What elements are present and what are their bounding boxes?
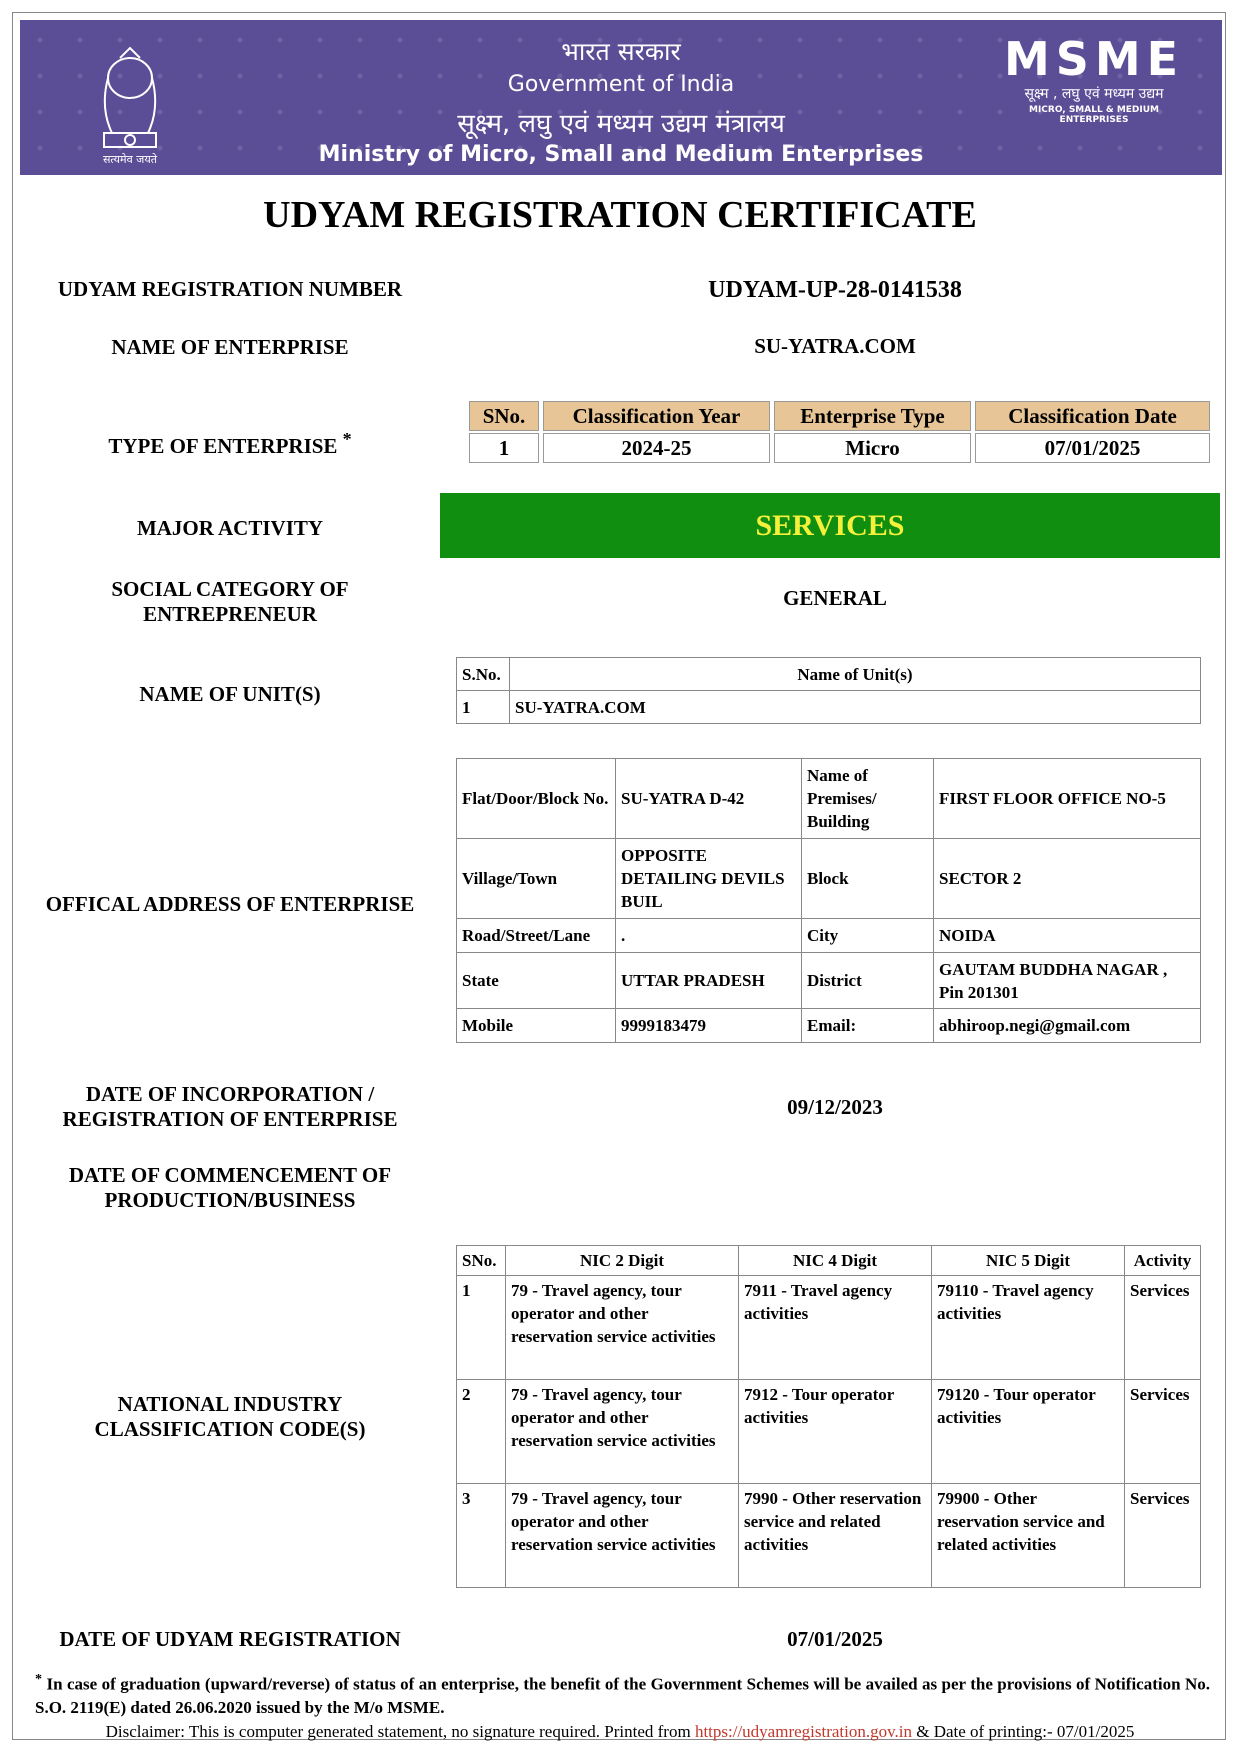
enterprise-name-label: NAME OF ENTERPRISE <box>111 335 349 359</box>
nic-cell-sno: 3 <box>457 1484 506 1588</box>
email-value: abhiroop.negi@gmail.com <box>934 1009 1201 1043</box>
header-class-date: Classification Date <box>975 401 1210 431</box>
msme-logo <box>1004 32 1185 125</box>
type-label <box>30 427 430 459</box>
udyam-date-value: 07/01/2025 <box>787 1627 883 1651</box>
nic-cell-2digit: 79 - Travel agency, tour operator and other reservation service activities <box>506 1380 739 1484</box>
district-value: GAUTAM BUDDHA NAGAR , Pin 201301 <box>934 953 1201 1009</box>
nic-cell-5digit: 79900 - Other reservation service and related activities <box>932 1484 1125 1588</box>
units-row <box>457 691 1201 724</box>
address-table <box>456 758 1201 1043</box>
block-label: Block <box>802 839 934 919</box>
english-ministry: Ministry of Micro, Small and Medium Enterprises <box>318 142 924 167</box>
address-row-village <box>457 839 1201 919</box>
nic-cell-activity: Services <box>1125 1276 1201 1380</box>
units-header-name: Name of Unit(s) <box>510 658 1201 691</box>
flat-label: Flat/Door/Block No. <box>457 759 616 839</box>
incorporation-label <box>30 1082 430 1132</box>
header-class-year: Classification Year <box>543 401 770 431</box>
nic-header-5digit: NIC 5 Digit <box>932 1246 1125 1276</box>
disclaimer-suffix: & Date of printing:- 07/01/2025 <box>916 1722 1135 1741</box>
nic-header-row <box>457 1246 1201 1276</box>
mobile-value: 9999183479 <box>616 1009 802 1043</box>
cell-sno: 1 <box>469 433 539 463</box>
footer-star: * <box>35 1671 43 1687</box>
major-activity-label: MAJOR ACTIVITY <box>136 516 324 540</box>
nic-label <box>30 1392 430 1442</box>
nic-table <box>456 1245 1201 1588</box>
header-sno: SNo. <box>469 401 539 431</box>
english-government: Government of India <box>507 72 735 97</box>
msme-logo-text: MSME <box>1004 32 1185 86</box>
nic-cell-5digit: 79120 - Tour operator activities <box>932 1380 1125 1484</box>
nic-cell-activity: Services <box>1125 1484 1201 1588</box>
enterprise-name-value: SU-YATRA.COM <box>754 334 916 358</box>
nic-header-4digit: NIC 4 Digit <box>739 1246 932 1276</box>
nic-cell-5digit: 79110 - Travel agency activities <box>932 1276 1125 1380</box>
units-label: NAME OF UNIT(S) <box>139 682 321 706</box>
footer-note <box>35 1668 1210 1719</box>
premises-value: FIRST FLOOR OFFICE NO-5 <box>934 759 1201 839</box>
inc-label-line1: DATE OF INCORPORATION / <box>85 1082 375 1106</box>
inc-label-line2: REGISTRATION OF ENTERPRISE <box>62 1107 398 1131</box>
units-table <box>456 657 1201 724</box>
units-cell-name: SU-YATRA.COM <box>510 691 1201 724</box>
nic-header-sno: SNo. <box>457 1246 506 1276</box>
nic-cell-activity: Services <box>1125 1380 1201 1484</box>
classification-row <box>469 433 1210 463</box>
nic-row <box>457 1484 1201 1588</box>
city-label: City <box>802 919 934 953</box>
units-header-sno: S.No. <box>457 658 510 691</box>
address-label: OFFICAL ADDRESS OF ENTERPRISE <box>45 892 415 916</box>
hindi-government: भारत सरकार <box>561 37 681 66</box>
reg-number-value: UDYAM-UP-28-0141538 <box>708 277 962 303</box>
nic-header-2digit: NIC 2 Digit <box>506 1246 739 1276</box>
address-row-road <box>457 919 1201 953</box>
nic-cell-4digit: 7912 - Tour operator activities <box>739 1380 932 1484</box>
comm-label-line1: DATE OF COMMENCEMENT OF <box>68 1163 392 1187</box>
state-label: State <box>457 953 616 1009</box>
udyam-date-label: DATE OF UDYAM REGISTRATION <box>59 1627 401 1651</box>
address-row-mobile <box>457 1009 1201 1043</box>
classification-header-row <box>469 401 1210 431</box>
msme-logo-hindi: सूक्ष्म , लघु एवं मध्यम उद्यम <box>1024 86 1164 102</box>
type-label-star: * <box>342 429 352 449</box>
address-row-state <box>457 953 1201 1009</box>
header-ent-type: Enterprise Type <box>774 401 971 431</box>
disclaimer-prefix: Disclaimer: This is computer generated statement, no signature required. Printed from <box>105 1722 691 1741</box>
flat-value: SU-YATRA D-42 <box>616 759 802 839</box>
village-value: OPPOSITE DETAILING DEVILS BUIL <box>616 839 802 919</box>
road-label: Road/Street/Lane <box>457 919 616 953</box>
nic-row <box>457 1276 1201 1380</box>
nic-cell-sno: 1 <box>457 1276 506 1380</box>
government-banner <box>20 20 1222 175</box>
footer-note-text: In case of graduation (upward/reverse) of status of an enterprise, the benefit of the Government Schemes will be availed as per the provisions of Notification No. S.O. 2119(E) dated 26.06.2020 issued by the M/o MSME. <box>35 1674 1210 1717</box>
state-value: UTTAR PRADESH <box>616 953 802 1009</box>
district-label: District <box>802 953 934 1009</box>
social-label-line1: SOCIAL CATEGORY OF <box>111 577 349 601</box>
city-value: NOIDA <box>934 919 1201 953</box>
nic-cell-4digit: 7990 - Other reservation service and related activities <box>739 1484 932 1588</box>
units-cell-sno: 1 <box>457 691 510 724</box>
premises-label: Name of Premises/ Building <box>802 759 934 839</box>
nic-label-line1: NATIONAL INDUSTRY <box>117 1392 343 1416</box>
msme-logo-english: MICRO, SMALL & MEDIUM ENTERPRISES <box>1028 105 1160 125</box>
nic-cell-2digit: 79 - Travel agency, tour operator and other reservation service activities <box>506 1276 739 1380</box>
hindi-ministry: सूक्ष्म, लघु एवं मध्यम उद्यम मंत्रालय <box>457 109 785 139</box>
type-label-text: TYPE OF ENTERPRISE <box>108 434 338 458</box>
email-label: Email: <box>802 1009 934 1043</box>
nic-label-line2: CLASSIFICATION CODE(S) <box>94 1417 366 1441</box>
nic-cell-2digit: 79 - Travel agency, tour operator and other reservation service activities <box>506 1484 739 1588</box>
nic-cell-4digit: 7911 - Travel agency activities <box>739 1276 932 1380</box>
road-value: . <box>616 919 802 953</box>
major-activity-value: SERVICES <box>440 493 1220 558</box>
reg-number-label: UDYAM REGISTRATION NUMBER <box>57 277 403 301</box>
cell-class-year: 2024-25 <box>543 433 770 463</box>
certificate-title: UDYAM REGISTRATION CERTIFICATE <box>263 194 977 236</box>
social-label-line2: ENTREPRENEUR <box>143 602 317 626</box>
social-category-label <box>30 577 430 627</box>
comm-label-line2: PRODUCTION/BUSINESS <box>104 1188 356 1212</box>
address-row-flat <box>457 759 1201 839</box>
social-category-value: GENERAL <box>783 586 887 610</box>
udyam-website-link[interactable]: https://udyamregistration.gov.in <box>694 1722 912 1741</box>
block-value: SECTOR 2 <box>934 839 1201 919</box>
cell-class-date: 07/01/2025 <box>975 433 1210 463</box>
nic-cell-sno: 2 <box>457 1380 506 1484</box>
units-header-row <box>457 658 1201 691</box>
incorporation-date: 09/12/2023 <box>787 1095 883 1119</box>
nic-row <box>457 1380 1201 1484</box>
cell-ent-type: Micro <box>774 433 971 463</box>
village-label: Village/Town <box>457 839 616 919</box>
mobile-label: Mobile <box>457 1009 616 1043</box>
classification-table <box>465 399 1214 465</box>
nic-header-activity: Activity <box>1125 1246 1201 1276</box>
disclaimer <box>0 1722 1240 1742</box>
emblem-motto: सत्यमेव जयते <box>102 153 157 166</box>
commencement-label <box>30 1163 430 1213</box>
